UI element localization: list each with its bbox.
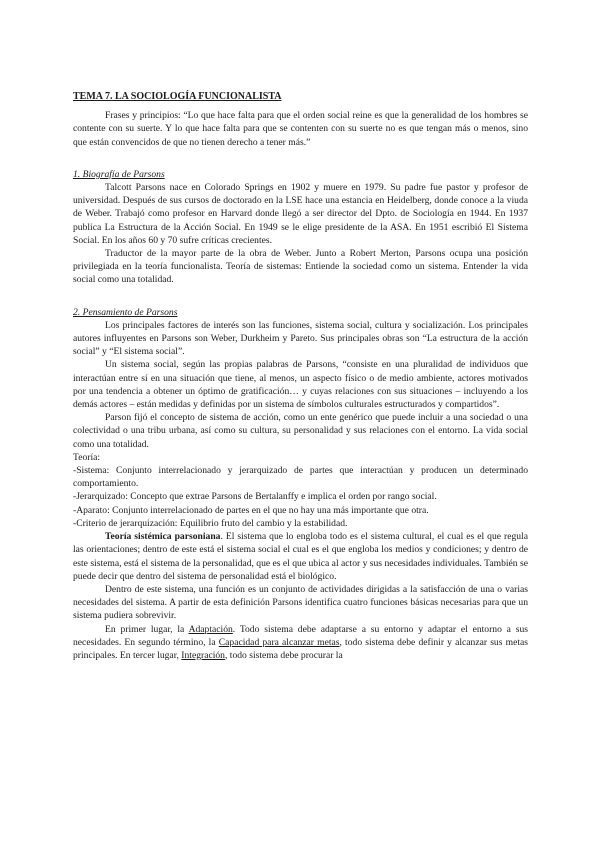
teoria-sistemica-text: . El sistema que lo engloba todo es el sistema cultural, el cual es el que regula las orientaciones; dentro de este está el sistema social el cual es el que engloba los medios y condiciones; y dentro de este sistema, está el sistema de la personalidad, que es el que ubica al actor y sus necesidades individuales. También se puede decir que dentro del sistema de personalidad está el biológico. [73, 531, 528, 582]
pensamiento-paragraph-1: Los principales factores de interés son las funciones, sistema social, cultura y socialización. Los principales autores influyentes en Parsons son Weber, Durkheim y Pareto. Sus principales obras son “La estructura de la acción social” y “El sistema social”. [73, 319, 528, 358]
teoria-item-jerarquizado: -Jerarquizado: Concepto que extrae Parsons de Bertalanffy e implica el orden por rango social. [73, 491, 437, 503]
intro-paragraph: Frases y principios: “Lo que hace falta para que el orden social reine es que la generalidad de los hombres se contente con su suerte. Y lo que hace falta para que se contenten con su suerte no es que tengan más o menos, sino que están convencidos de que no tienen derecho a tener más.” [73, 110, 528, 148]
document-body [73, 90, 528, 662]
document-title: TEMA 7. LA SOCIOLOGÍA FUNCIONALISTA [73, 91, 282, 102]
funciones-text-d: , todo sistema debe procurar la [224, 649, 343, 661]
teoria-sistemica-paragraph [73, 530, 528, 583]
teoria-item-criterio: -Criterio de jerarquización: Equilibrio fruto del cambio y la estabilidad. [73, 517, 348, 529]
teoria-item-aparato: -Aparato: Conjunto interrelacionado de partes en el que no hay una más importante que otra. [73, 504, 429, 516]
term-integracion: Integración [181, 649, 225, 661]
funciones-text-b: . Todo sistema debe adaptarse a su entorno y adaptar el entorno a sus necesidades. En segundo término, la [73, 623, 528, 648]
term-adaptacion: Adaptación [188, 623, 233, 635]
term-capacidad-metas: Capacidad para alcanzar metas [218, 636, 340, 648]
funcion-paragraph: Dentro de este sistema, una función es un conjunto de actividades dirigidas a la satisfacción de una o varias necesidades del sistema. A partir de esta definición Parsons identifica cuatro funciones básicas necesarias para que un sistema pudiera sobrevivir. [73, 583, 528, 622]
biografia-paragraph-1: Talcott Parsons nace en Colorado Springs en 1902 y muere en 1979. Su padre fue pastor y profesor de universidad. Después de sus cursos de doctorado en la LSE hace una estancia en Heidelberg, donde conoce a la viuda de Weber. Trabajó como profesor en Harvard donde llegó a ser director del Dpto. de Sociología en 1944. En 1937 publica La Estructura de la Acción Social. En 1949 se le elige presidente de la ASA. En 1951 escribió El Sistema Social. En los años 60 y 70 sufre críticas crecientes. [73, 182, 528, 246]
funciones-text-a: En primer lugar, la [105, 623, 189, 635]
funciones-paragraph [73, 623, 528, 663]
teoria-item-sistema: -Sistema: Conjunto interrelacionado y jerarquizado de partes que interactúan y producen un determinado comportamiento. [73, 465, 528, 490]
teoria-label: Teoría: [73, 451, 101, 463]
biografia-paragraph-2: Traductor de la mayor parte de la obra de Weber. Junto a Robert Merton, Parsons ocupa una posición privilegiada en la teoría funcionalista. Teoría de sistemas: Entiende la sociedad como un sistema. Entender la vida social como una totalidad. [73, 248, 528, 286]
section-heading-biografia: 1. Biografía de Parsons [73, 168, 165, 180]
pensamiento-paragraph-3: Parson fijó el concepto de sistema de acción, como un ente genérico que puede incluir a una sociedad o una colectividad o una tribu urbana, así como su cultura, su personalidad y sus relaciones con el entorno. La vida social como una totalidad. [73, 412, 528, 450]
section-heading-pensamiento: 2. Pensamiento de Parsons [73, 306, 178, 318]
pensamiento-paragraph-2: Un sistema social, según las propias palabras de Parsons, “consiste en una pluralidad de individuos que interactúan entre sí en una situación que tiene, al menos, un aspecto físico o de medio ambiente, actores motivados por una tendencia a obtener un óptimo de gratificación… y cuyas relaciones con sus situaciones – incluyendo a los demás actores – están medidas y definidas por un sistema de símbolos culturales estructurados y compartidos”. [73, 359, 528, 411]
teoria-sistemica-term: Teoría sistémica parsoniana [105, 531, 221, 543]
funciones-text-c: , todo sistema debe definir y alcanzar sus metas principales. En tercer lugar, [73, 636, 528, 661]
